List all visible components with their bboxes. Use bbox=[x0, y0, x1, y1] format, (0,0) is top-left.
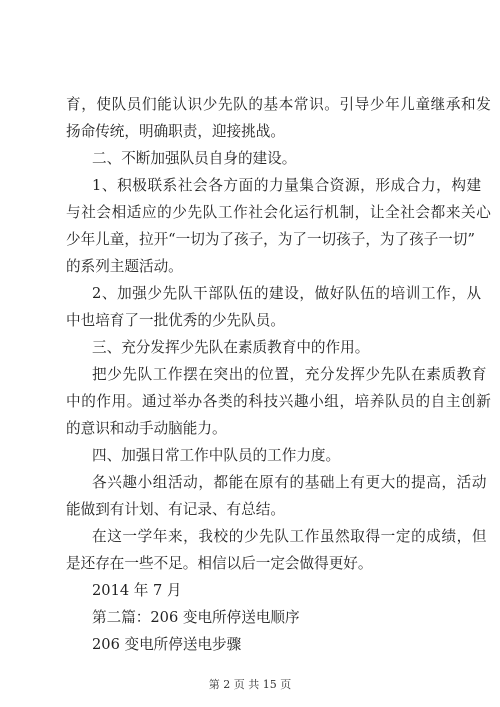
body-line: 扬命传统，明确职责，迎接挑战。 bbox=[66, 123, 285, 140]
section-heading: 四、加强日常工作中队员的工作力度。 bbox=[92, 447, 341, 464]
body-line: 各兴趣小组活动，都能在原有的基础上有更大的提高，活动 bbox=[92, 474, 488, 491]
section-heading: 三、充分发挥少先队在素质教育中的作用。 bbox=[92, 339, 370, 356]
body-line: 中也培育了一批优秀的少先队员。 bbox=[66, 312, 285, 329]
page-number-footer: 第 2 页 共 15 页 bbox=[208, 678, 292, 691]
body-line: 少年儿童，拉开“一切为了孩子，为了一切孩子，为了孩子一切” bbox=[66, 231, 475, 248]
body-line: 是还存在一些不足。相信以后一定会做得更好。 bbox=[66, 555, 373, 572]
subsection-title: 206 变电所停送电步骤 bbox=[92, 636, 242, 653]
body-line: 2、加强少先队干部队伍的建设，做好队伍的培训工作，从 bbox=[92, 285, 482, 302]
body-line: 中的作用。通过举办各类的科技兴趣小组，培养队员的自主创新 bbox=[66, 393, 492, 410]
body-line: 育，使队员们能认识少先队的基本常识。引导少年儿童继承和发 bbox=[66, 96, 492, 113]
date-line: 2014 年 7 月 bbox=[92, 582, 182, 599]
body-line: 的系列主题活动。 bbox=[66, 258, 183, 275]
section-heading: 二、不断加强队员自身的建设。 bbox=[92, 150, 297, 167]
body-line: 能做到有计划、有记录、有总结。 bbox=[66, 501, 285, 518]
body-line: 把少先队工作摆在突出的位置，充分发挥少先队在素质教育 bbox=[92, 366, 488, 383]
body-line: 的意识和动手动脑能力。 bbox=[66, 420, 227, 437]
body-line: 1、积极联系社会各方面的力量集合资源，形成合力，构建 bbox=[92, 177, 482, 194]
body-line: 在这一学年来，我校的少先队工作虽然取得一定的成绩，但 bbox=[92, 528, 488, 545]
section-title: 第二篇：206 变电所停送电顺序 bbox=[92, 609, 300, 626]
body-line: 与社会相适应的少先队工作社会化运行机制，让全社会都来关心 bbox=[66, 204, 492, 221]
